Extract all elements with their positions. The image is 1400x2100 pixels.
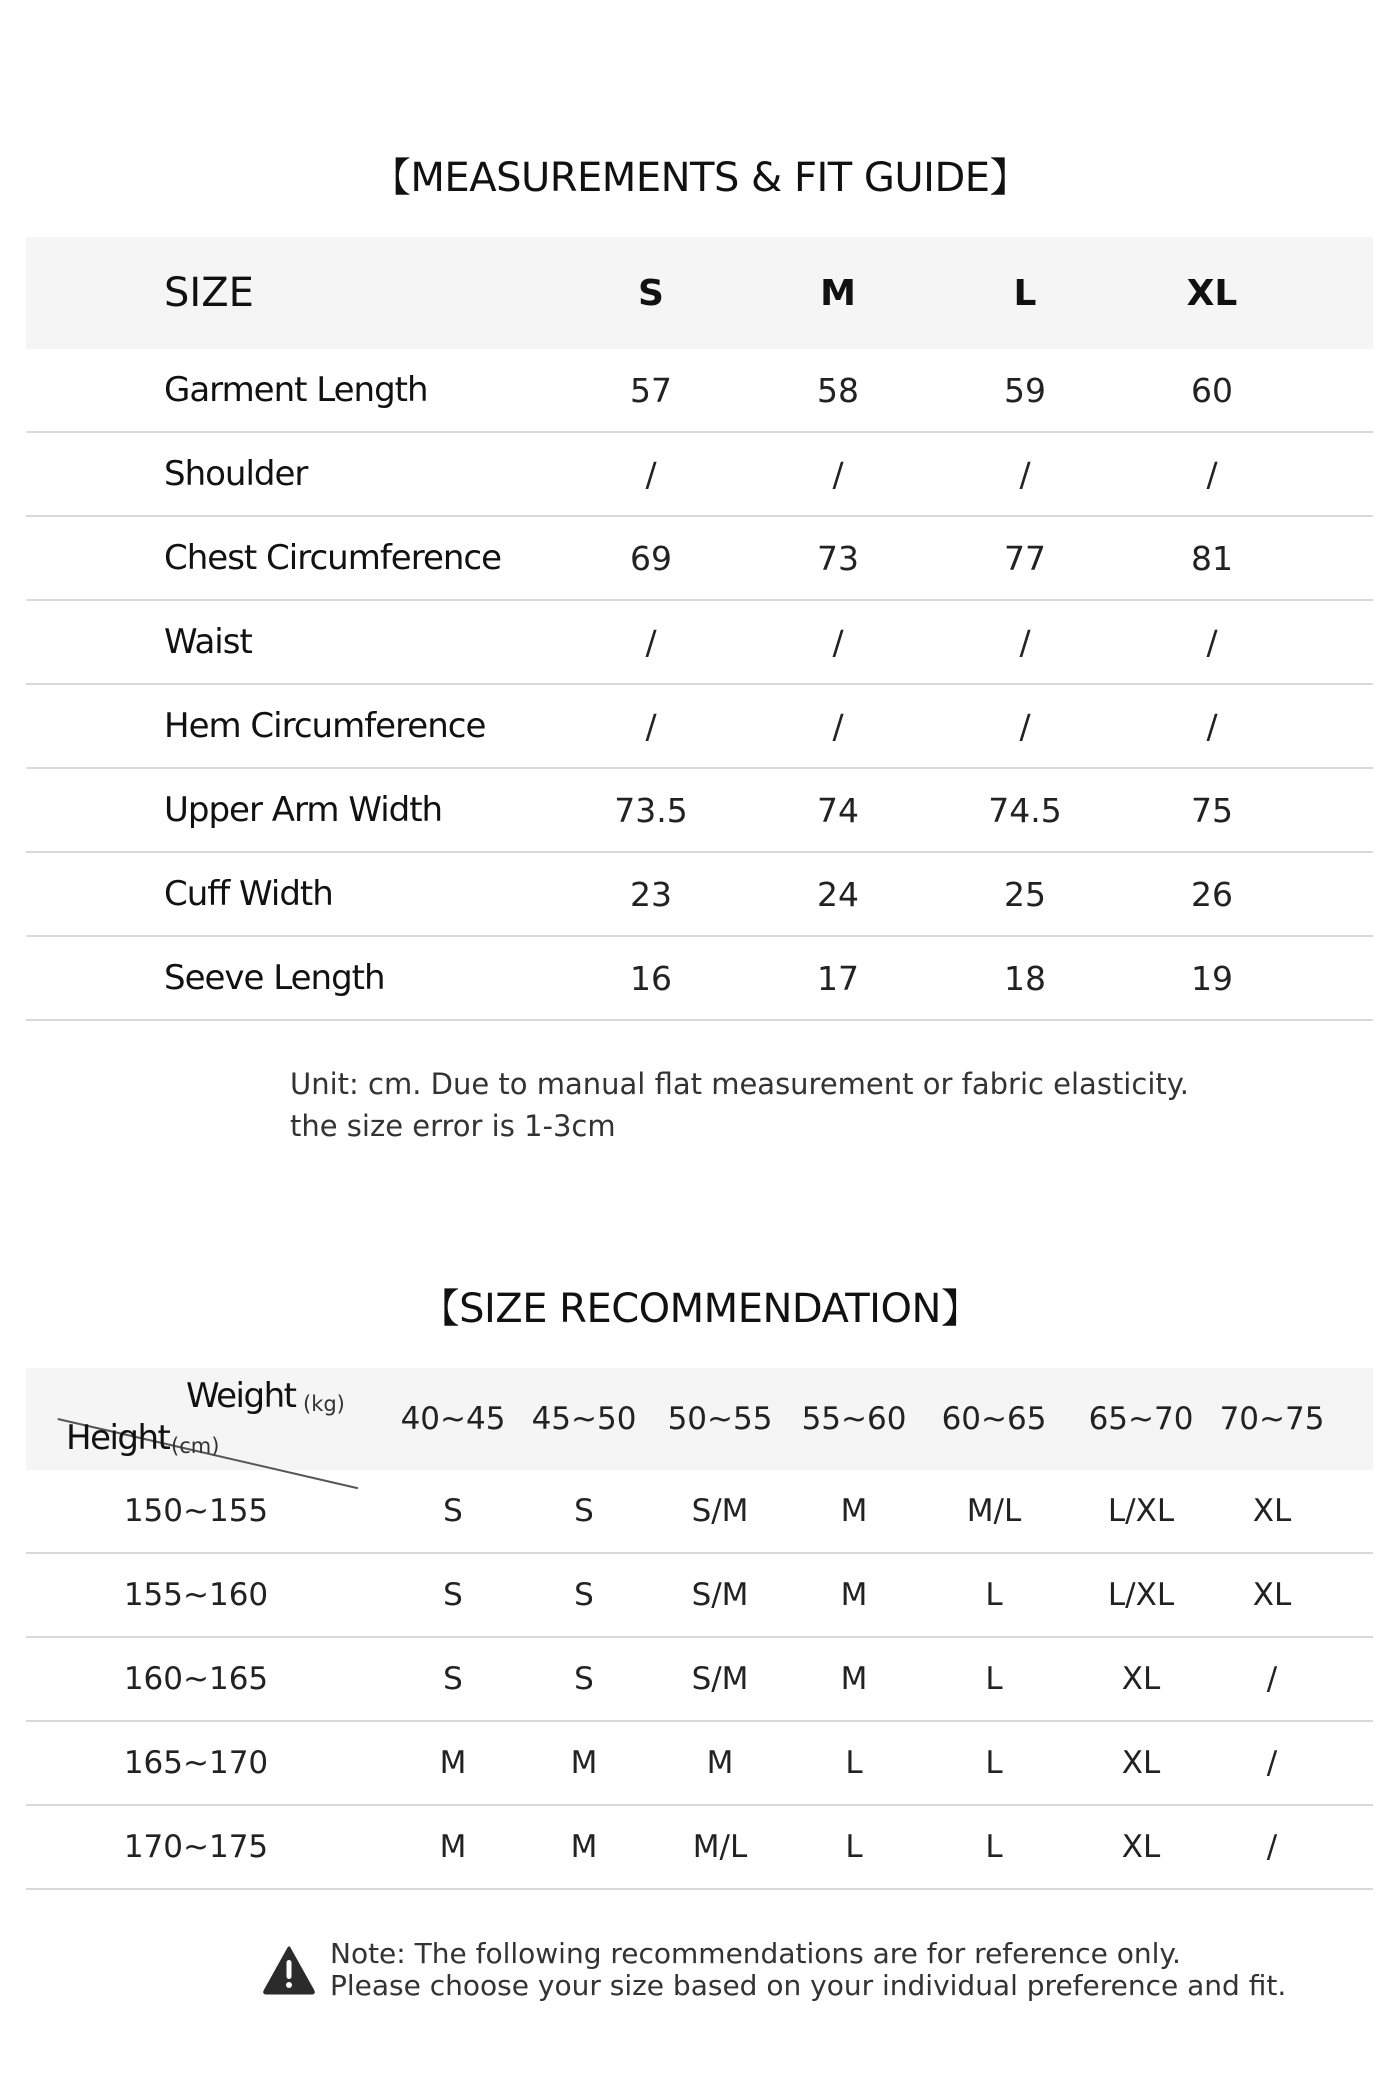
- measurements-table: [26, 237, 1373, 1021]
- recommendation-title: 【SIZE RECOMMENDATION】: [419, 1286, 981, 1332]
- size-cell: XL: [1252, 1493, 1292, 1529]
- row-value: /: [832, 622, 844, 662]
- size-cell: S: [574, 1493, 594, 1529]
- table-row: [26, 1806, 1373, 1890]
- size-cell: S: [443, 1577, 463, 1613]
- row-value: 17: [817, 958, 859, 998]
- weight-header: 65~70: [1088, 1401, 1194, 1437]
- row-value: 69: [630, 538, 672, 578]
- note-line2: Please choose your size based on your individual preference and fit.: [330, 1969, 1287, 2002]
- row-value: 26: [1191, 874, 1233, 914]
- size-cell: L: [845, 1745, 863, 1781]
- size-cell: S: [574, 1661, 594, 1697]
- row-label: Hem Circumference: [164, 706, 486, 746]
- diagonal-header-cell: [26, 1368, 366, 1470]
- row-value: 25: [1004, 874, 1046, 914]
- row-value: 18: [1004, 958, 1046, 998]
- row-value: 74.5: [988, 790, 1062, 830]
- weight-header: 70~75: [1219, 1401, 1325, 1437]
- row-label: Seeve Length: [164, 958, 385, 998]
- row-value: 24: [817, 874, 859, 914]
- measurements-header-row: [26, 237, 1373, 349]
- size-cell: L: [985, 1829, 1003, 1865]
- row-value: /: [1206, 622, 1218, 662]
- size-cell: L: [985, 1577, 1003, 1613]
- row-value: 23: [630, 874, 672, 914]
- height-label: Height: [66, 1418, 170, 1458]
- height-range: 160~165: [123, 1661, 269, 1697]
- measurements-title: 【MEASUREMENTS & FIT GUIDE】: [370, 155, 1030, 201]
- row-value: 58: [817, 370, 859, 410]
- table-row: [26, 685, 1373, 769]
- row-value: 60: [1191, 370, 1233, 410]
- size-cell: XL: [1121, 1745, 1161, 1781]
- weight-unit: (kg): [303, 1392, 345, 1416]
- size-header-m: M: [820, 272, 856, 314]
- recommendation-note: [262, 1938, 1286, 2002]
- table-row: [26, 517, 1373, 601]
- row-value: /: [1019, 706, 1031, 746]
- size-cell: S: [443, 1493, 463, 1529]
- size-cell: S/M: [691, 1493, 749, 1529]
- size-cell: /: [1266, 1661, 1278, 1697]
- size-cell: M: [570, 1829, 598, 1865]
- table-row: [26, 601, 1373, 685]
- row-label: Shoulder: [164, 454, 308, 494]
- size-cell: M: [840, 1661, 868, 1697]
- size-cell: L: [985, 1745, 1003, 1781]
- size-header-label: SIZE: [164, 270, 254, 316]
- table-row: [26, 1722, 1373, 1806]
- row-value: /: [1019, 622, 1031, 662]
- table-row: [26, 349, 1373, 433]
- row-value: /: [832, 454, 844, 494]
- size-cell: S: [574, 1577, 594, 1613]
- height-range: 155~160: [123, 1577, 269, 1613]
- size-header-xl: XL: [1186, 272, 1238, 314]
- row-value: 81: [1191, 538, 1233, 578]
- size-cell: M/L: [692, 1829, 748, 1865]
- unit-note-line1: Unit: cm. Due to manual flat measurement or fabric elasticity.: [290, 1067, 1189, 1101]
- row-value: /: [645, 622, 657, 662]
- weight-header: 60~65: [941, 1401, 1047, 1437]
- row-value: /: [1019, 454, 1031, 494]
- size-cell: XL: [1252, 1577, 1292, 1613]
- note-line1: Note: The following recommendations are for reference only.: [330, 1937, 1181, 1970]
- row-value: 77: [1004, 538, 1046, 578]
- size-cell: L: [985, 1661, 1003, 1697]
- size-cell: S: [443, 1661, 463, 1697]
- height-range: 150~155: [123, 1493, 269, 1529]
- weight-header: 45~50: [531, 1401, 637, 1437]
- size-cell: /: [1266, 1745, 1278, 1781]
- height-range: 165~170: [123, 1745, 269, 1781]
- size-cell: M: [570, 1745, 598, 1781]
- unit-note-line2: the size error is 1-3cm: [290, 1109, 616, 1143]
- row-label: Cuff Width: [164, 874, 333, 914]
- note-text: [330, 1938, 1286, 2002]
- height-range: 170~175: [123, 1829, 269, 1865]
- size-cell: L: [845, 1829, 863, 1865]
- row-value: 75: [1191, 790, 1233, 830]
- warning-icon: [262, 1945, 316, 1995]
- size-cell: L/XL: [1107, 1493, 1175, 1529]
- height-unit: (cm): [171, 1434, 220, 1458]
- size-cell: M/L: [966, 1493, 1022, 1529]
- row-value: 74: [817, 790, 859, 830]
- table-row: [26, 769, 1373, 853]
- row-value: /: [645, 706, 657, 746]
- table-row: [26, 853, 1373, 937]
- size-cell: M: [840, 1493, 868, 1529]
- row-value: 59: [1004, 370, 1046, 410]
- weight-label: Weight: [186, 1376, 296, 1416]
- size-cell: M: [706, 1745, 734, 1781]
- size-header-l: L: [1013, 272, 1037, 314]
- table-row: [26, 1638, 1373, 1722]
- weight-header: 55~60: [801, 1401, 907, 1437]
- size-cell: S/M: [691, 1577, 749, 1613]
- row-label: Chest Circumference: [164, 538, 502, 578]
- row-value: 73: [817, 538, 859, 578]
- size-cell: M: [840, 1577, 868, 1613]
- recommendation-header-row: [26, 1368, 1373, 1470]
- table-row: [26, 1470, 1373, 1554]
- row-value: 73.5: [614, 790, 688, 830]
- row-label: Upper Arm Width: [164, 790, 443, 830]
- size-cell: S/M: [691, 1661, 749, 1697]
- recommendation-table: [26, 1368, 1373, 1890]
- table-row: [26, 937, 1373, 1021]
- row-value: 57: [630, 370, 672, 410]
- weight-header: 40~45: [400, 1401, 506, 1437]
- row-value: /: [1206, 706, 1218, 746]
- size-cell: L/XL: [1107, 1577, 1175, 1613]
- size-cell: M: [439, 1745, 467, 1781]
- table-row: [26, 1554, 1373, 1638]
- size-header-s: S: [638, 272, 664, 314]
- size-cell: /: [1266, 1829, 1278, 1865]
- size-cell: XL: [1121, 1829, 1161, 1865]
- row-value: /: [832, 706, 844, 746]
- row-label: Waist: [164, 622, 252, 662]
- size-cell: XL: [1121, 1661, 1161, 1697]
- row-label: Garment Length: [164, 370, 428, 410]
- row-value: 16: [630, 958, 672, 998]
- size-cell: M: [439, 1829, 467, 1865]
- unit-note: [290, 1063, 1189, 1147]
- row-value: /: [645, 454, 657, 494]
- table-row: [26, 433, 1373, 517]
- row-value: /: [1206, 454, 1218, 494]
- row-value: 19: [1191, 958, 1233, 998]
- weight-header: 50~55: [667, 1401, 773, 1437]
